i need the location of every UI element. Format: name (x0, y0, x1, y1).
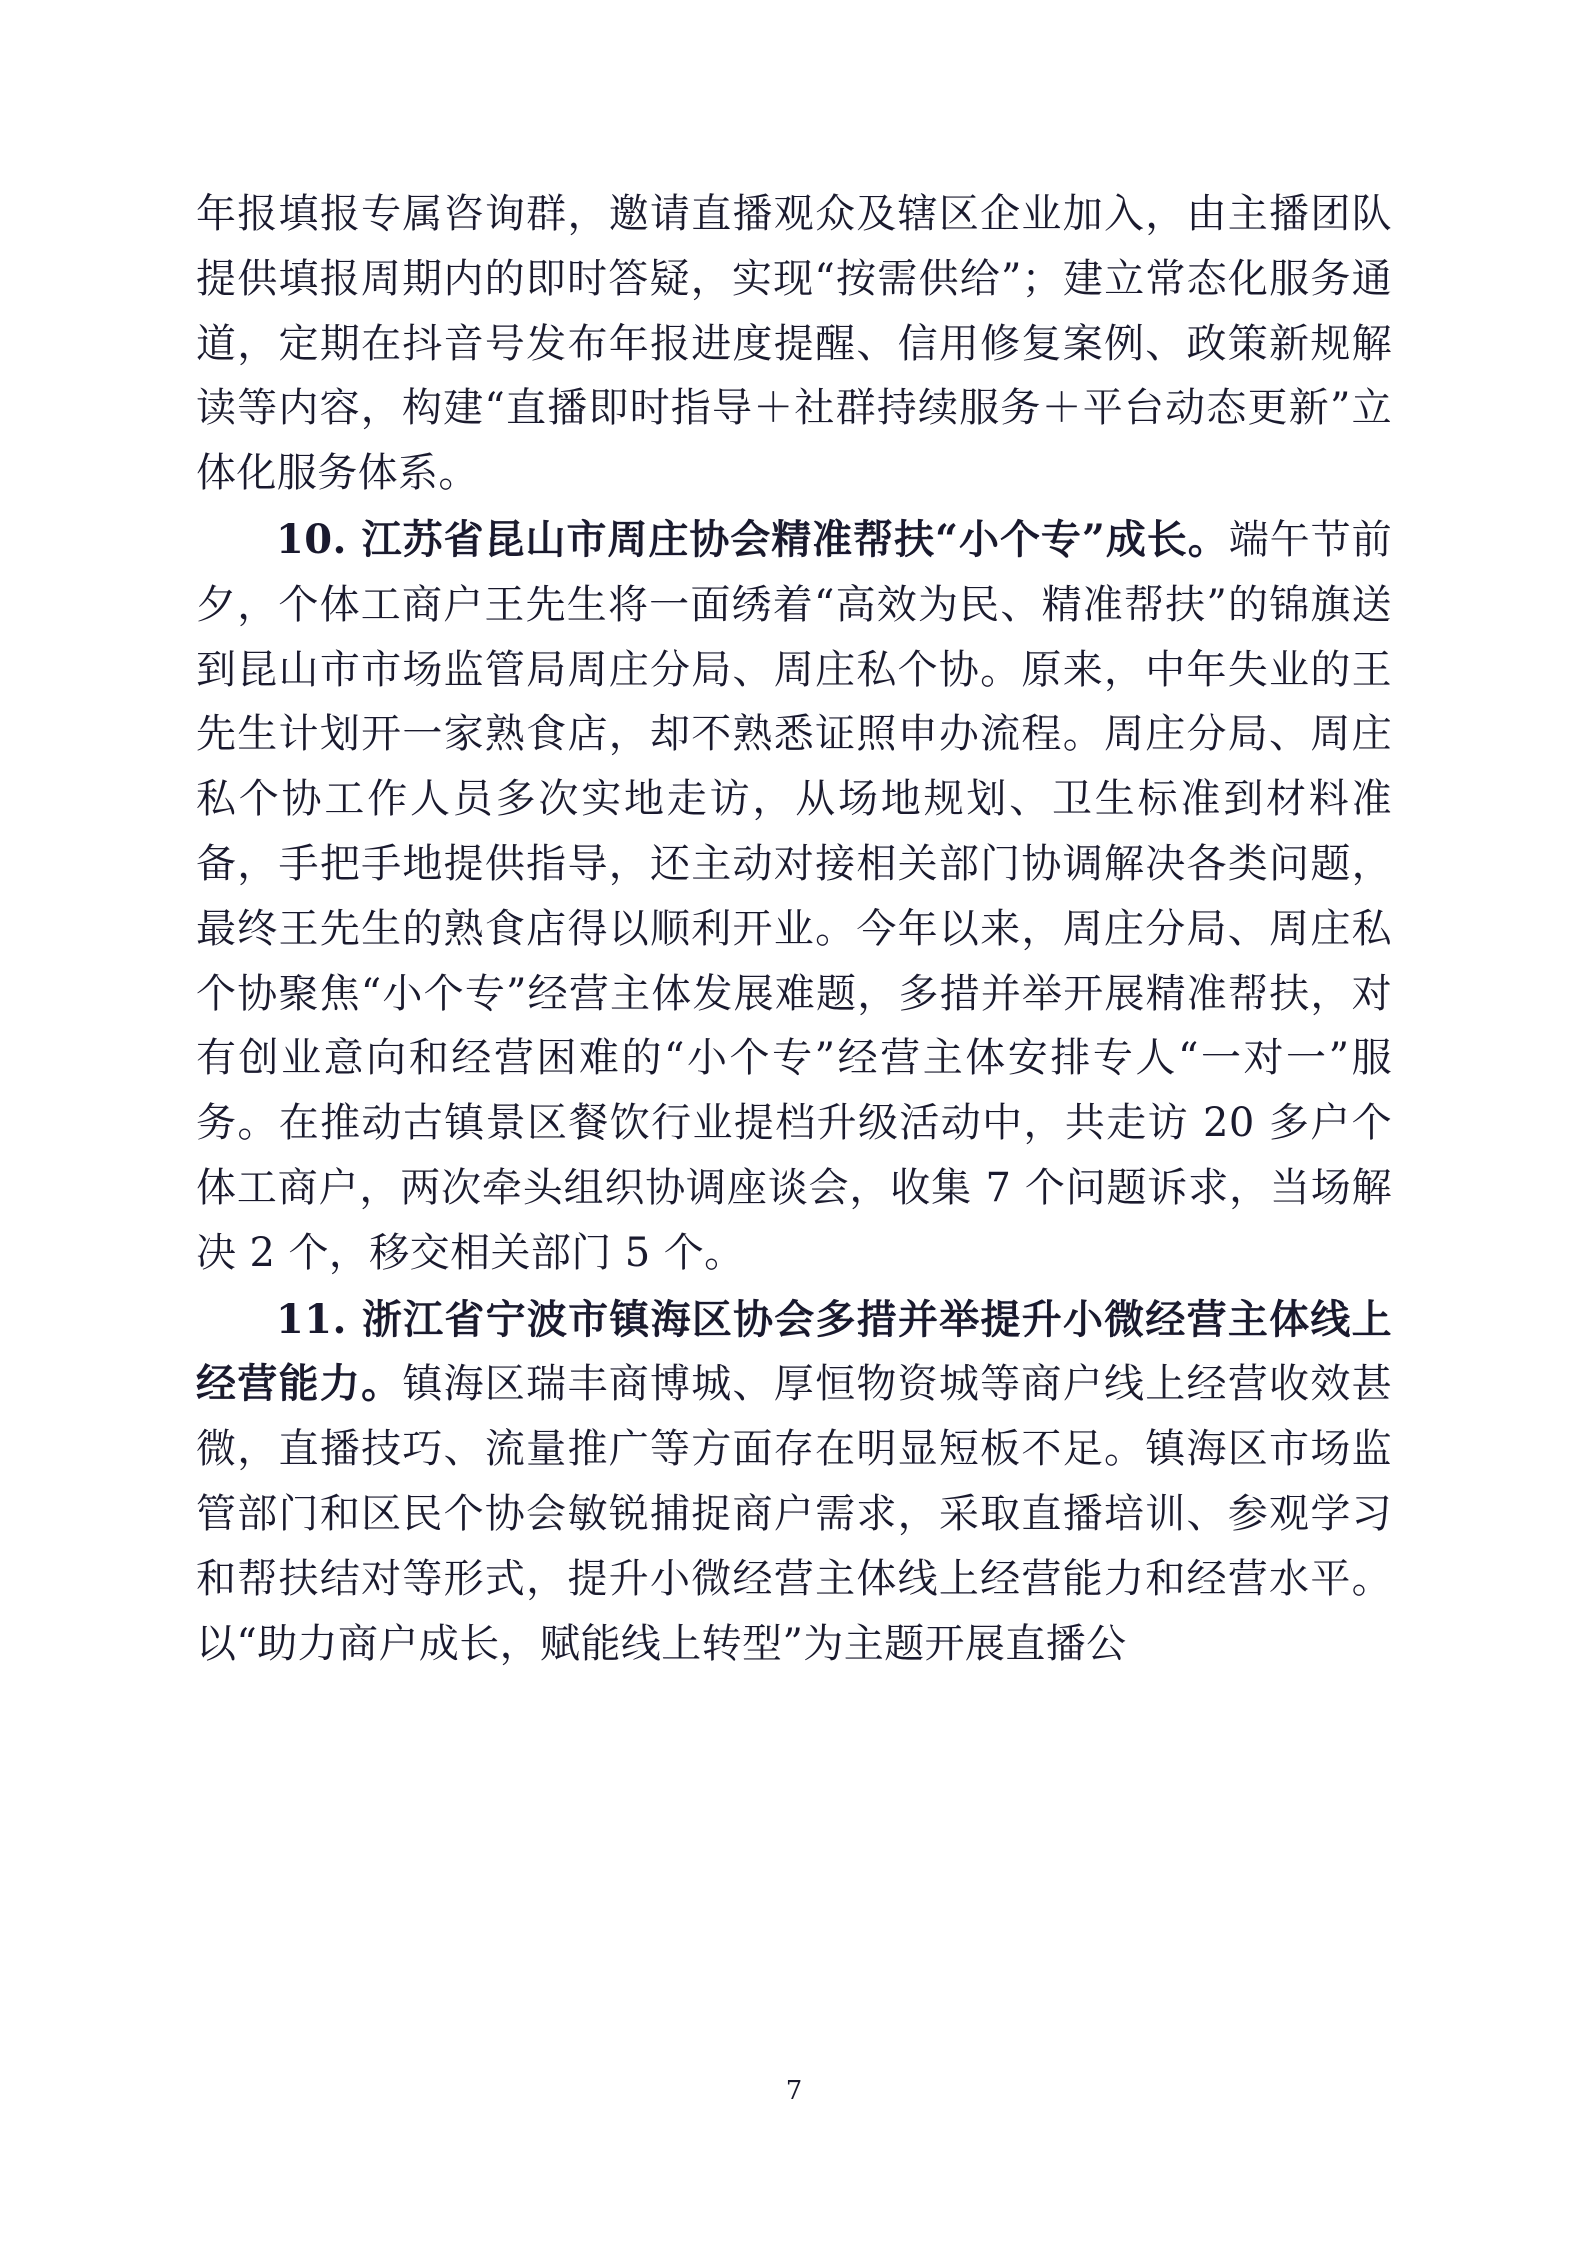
paragraph-text-11: 镇海区瑞丰商博城、厚恒物资城等商户线上经营收效甚微，直播技巧、流量推广等方面存在明显短板不足。镇海区市场监管部门和区民个协会敏锐捕捉商户需求，采取直播培训、参观学习和帮扶结对等形式，提升小微经营主体线上经营能力和经营水平。以“助力商户成长，赋能线上转型”为主题开展直播公 (196, 1361, 1392, 1667)
page-content (196, 182, 1392, 1678)
paragraph-item-11 (196, 1288, 1392, 1677)
paragraph-text: 年报填报专属咨询群，邀请直播观众及辖区企业加入，由主播团队提供填报周期内的即时答疑，实现“按需供给”；建立常态化服务通道，定期在抖音号发布年报进度提醒、信用修复案例、政策新规解读等内容，构建“直播即时指导＋社群持续服务＋平台动态更新”立体化服务体系。 (196, 191, 1392, 497)
paragraph-lead-10: 10. 江苏省昆山市周庄协会精准帮扶“小个专”成长。 (276, 515, 1229, 563)
paragraph-text-10: 端午节前夕，个体工商户王先生将一面绣着“高效为民、精准帮扶”的锦旗送到昆山市市场监管局周庄分局、周庄私个协。原来，中年失业的王先生计划开一家熟食店，却不熟悉证照申办流程。周庄分局、周庄私个协工作人员多次实地走访，从场地规划、卫生标准到材料准备，手把手地提供指导，还主动对接相关部门协调解决各类问题，最终王先生的熟食店得以顺利开业。今年以来，周庄分局、周庄私个协聚焦“小个专”经营主体发展难题，多措并举开展精准帮扶，对有创业意向和经营困难的“小个专”经营主体安排专人“一对一”服务。在推动古镇景区餐饮行业提档升级活动中，共走访 20 多户个体工商户，两次牵头组织协调座谈会，收集 7 个问题诉求，当场解决 2 个，移交相关部门 5 个。 (196, 516, 1392, 1276)
paragraph-item-10 (196, 508, 1392, 1286)
page-number: 7 (785, 2076, 803, 2106)
paragraph-continuation (196, 182, 1392, 506)
paragraph-lead-11: 11. 浙江省宁波市镇海区协会多措并举提升小微经营主体线上经营能力。 (196, 1295, 1392, 1408)
